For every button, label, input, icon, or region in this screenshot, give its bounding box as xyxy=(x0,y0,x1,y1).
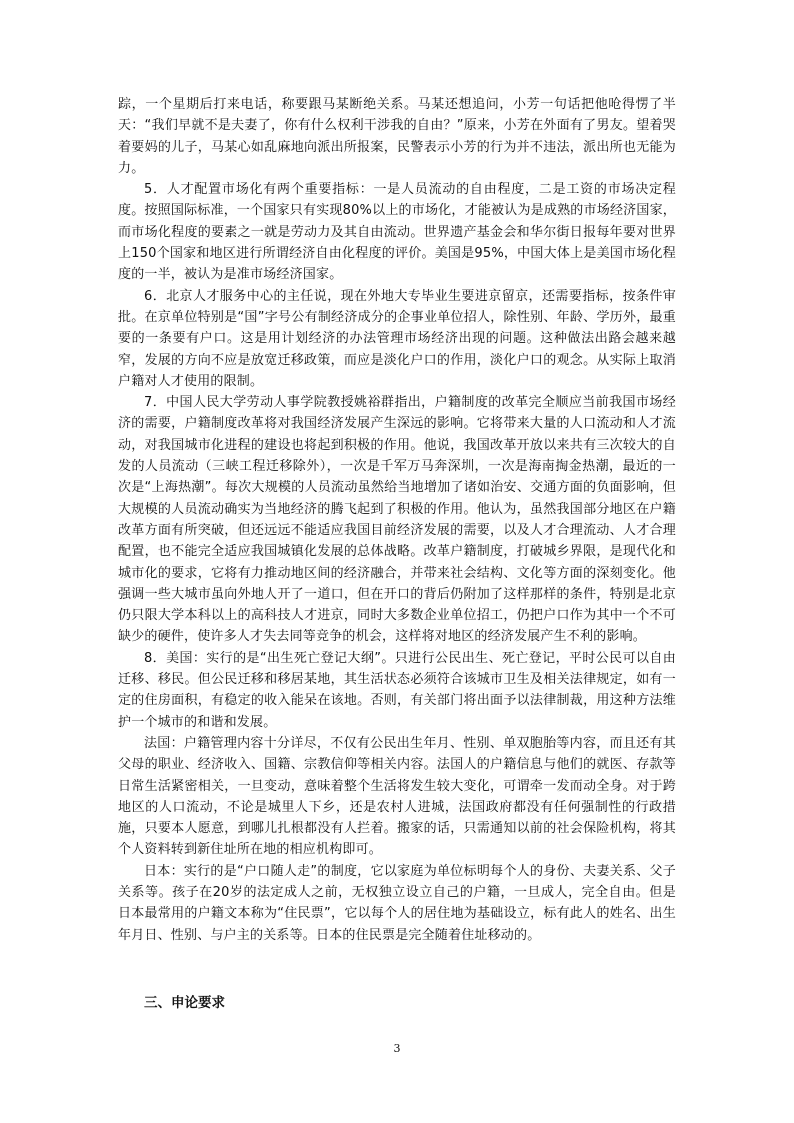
paragraph-item-6: 6．北京人才服务中心的主任说，现在外地大专毕业生要进京留京，还需要指标，按条件审批。在京单位特别是“国”字号公有制经济成分的企事业单位招人，除性别、年龄、学历外，最重要的一条要有户口。这是用计划经济的办法管理市场经济出现的问题。这种做法出路会越来越窄，发展的方向不应是放宽迁移政策，而应是淡化户口的作用，淡化户口的观念。从实际上取消户籍对人才使用的限制。 xyxy=(118,288,676,389)
paragraph-japan: 日本：实行的是“户口随人走”的制度，它以家庭为单位标明每个人的身份、夫妻关系、父子关系等。孩子在20岁的法定成人之前，无权独立设立自己的户籍，一旦成人，完全自由。但是日本最常用的户籍文本称为“住民票”，它以每个人的居住地为基础设立，标有此人的姓名、出生年月日、性别、与户主的关系等。日本的住民票是完全随着住址移动的。 xyxy=(118,863,676,943)
paragraph-item-7: 7．中国人民大学劳动人事学院教授姚裕群指出，户籍制度的改革完全顺应当前我国市场经济的需要，户籍制度改革将对我国经济发展产生深远的影响。它将带来大量的人口流动和人才流动，对我国城市化进程的建设也将起到积极的作用。他说，我国改革开放以来共有三次较大的自发的人员流动（三峡工程迁移除外），一次是千军万马奔深圳，一次是海南掏金热潮，最近的一次是“上海热潮”。每次大规模的人员流动虽然给当地增加了诸如治安、交通方面的负面影响，但大规模的人员流动确实为当地经济的腾飞起到了积极的作用。他认为，虽然我国部分地区在户籍改革方面有所突破，但还远远不能适应我国目前经济发展的需要，以及人才合理流动、人才合理配置，也不能完全适应我国城镇化发展的总体战略。改革户籍制度，打破城乡界限，是现代化和城市化的要求，它将有力推动地区间的经济融合，并带来社会结构、文化等方面的深刻变化。他强调一些大城市虽向外地人开了一道口，但在开口的背后仍附加了这样那样的条件，特别是北京仍只限大学本科以上的高科技人才进京，同时大多数企业单位招工，仍把户口作为其中一个不可缺少的硬件，使许多人才失去同等竞争的机会，这样将对地区的经济发展产生不利的影响。 xyxy=(118,395,676,645)
paragraph-item-8-usa: 8．美国：实行的是“出生死亡登记大纲”。只进行公民出生、死亡登记，平时公民可以自由迁移、移民。但公民迁移和移居某地，其生活状态必须符合该城市卫生及相关法律规定，如有一定的住房面积，有稳定的收入能呆在该地。否则，有关部门将出面予以法律制裁，用这种方法维护一个城市的和谐和发展。 xyxy=(118,650,676,730)
document-body xyxy=(118,94,676,946)
paragraph-france: 法国：户籍管理内容十分详尽，不仅有公民出生年月、性别、单双胞胎等内容，而且还有其父母的职业、经济收入、国籍、宗教信仰等相关内容。法国人的户籍信息与他们的就医、存款等日常生活紧密相关，一旦变动，意味着整个生活将发生较大变化，可谓牵一发而动全身。对于跨地区的人口流动，不论是城里人下乡，还是农村人进城，法国政府都没有任何强制性的行政措施，只要本人愿意，到哪儿扎根都没有人拦着。搬家的话，只需通知以前的社会保险机构，将其个人资料转到新住址所在地的相应机构即可。 xyxy=(118,735,676,858)
paragraph-item-5: 5．人才配置市场化有两个重要指标：一是人员流动的自由程度，二是工资的市场决定程度。按照国际标准，一个国家只有实现80%以上的市场化，才能被认为是成熟的市场经济国家，而市场化程度的要素之一就是劳动力及其自由流动。世界遗产基金会和华尔街日报每年要对世界上150个国家和地区进行所谓经济自由化程度的评价。美国是95%，中国大体上是美国市场化程度的一半，被认为是准市场经济国家。 xyxy=(118,182,676,283)
page-number: 3 xyxy=(393,1042,401,1055)
paragraph-continuation: 踪，一个星期后打来电话，称要跟马某断绝关系。马某还想追问，小芳一句话把他呛得愣了半天：“我们早就不是夫妻了，你有什么权利干涉我的自由？”原来，小芳在外面有了男友。望着哭着要妈的儿子，马某心如乱麻地向派出所报案，民警表示小芳的行为并不违法，派出所也无能为力。 xyxy=(118,97,676,176)
section-heading: 三、申论要求 xyxy=(144,995,225,1011)
